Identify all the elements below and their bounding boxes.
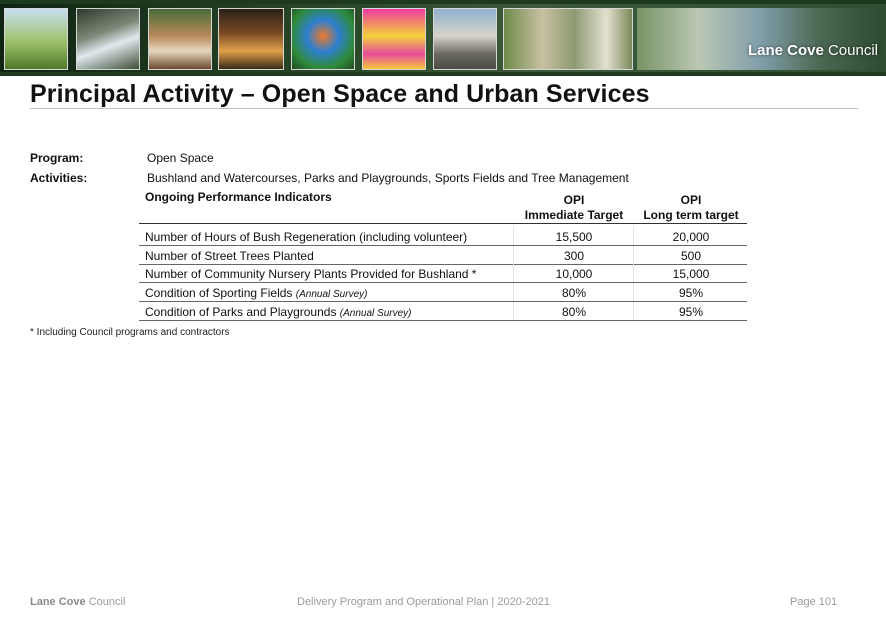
long-term-header-line1: OPI [680, 193, 702, 207]
indicator-text: Number of Community Nursery Plants Provided for Bushland * [145, 267, 477, 281]
table-row [139, 302, 747, 321]
indicator-column-header: Ongoing Performance Indicators [145, 190, 332, 204]
column-separator [513, 283, 514, 301]
long-term-target-cell: 20,000 [672, 230, 710, 244]
banner-photo-harbour [637, 8, 882, 70]
column-separator [633, 227, 634, 245]
indicator-text: Condition of Parks and Playgrounds [145, 305, 337, 319]
banner-photo-plaza [503, 8, 633, 70]
long-term-target-cell: 95% [678, 305, 704, 319]
banner-photo-waterfall [76, 8, 140, 70]
long-term-target-cell: 500 [680, 249, 702, 263]
brand-light: Council [827, 42, 878, 59]
indicator-cell [145, 230, 467, 244]
immediate-target-cell: 80% [561, 286, 587, 300]
column-separator [633, 283, 634, 301]
immediate-header-line2: Immediate Target [524, 208, 624, 222]
column-separator [633, 246, 634, 264]
indicator-cell [145, 305, 412, 319]
indicator-cell [145, 267, 476, 281]
column-separator [633, 302, 634, 320]
page-title: Principal Activity – Open Space and Urban Services [30, 80, 650, 108]
banner-photo-parrot [291, 8, 355, 70]
program-value: Open Space [147, 151, 214, 165]
indicator-note: (Annual Survey) [295, 289, 368, 300]
footnote: * Including Council programs and contractors [30, 327, 230, 338]
immediate-target-cell: 10,000 [555, 267, 593, 281]
brand-logo-text [748, 42, 878, 59]
activities-label: Activities: [30, 171, 88, 185]
indicator-cell [145, 249, 314, 263]
column-separator [513, 302, 514, 320]
table-row [139, 283, 747, 302]
footer-brand-light: Council [88, 596, 126, 608]
banner-photo-park [4, 8, 68, 70]
column-separator [513, 264, 514, 282]
indicator-cell [145, 286, 367, 300]
brand-bold: Lane Cove [747, 42, 824, 59]
footer-brand-bold: Lane Cove [30, 596, 86, 608]
column-separator [513, 246, 514, 264]
indicator-text: Number of Hours of Bush Regeneration (including volunteer) [145, 230, 468, 244]
activities-value: Bushland and Watercourses, Parks and Playgrounds, Sports Fields and Tree Management [147, 171, 629, 185]
footer-document-title: Delivery Program and Operational Plan | 2020-2021 [297, 596, 550, 608]
program-label: Program: [30, 151, 84, 165]
column-separator [513, 227, 514, 245]
title-divider [30, 108, 858, 109]
long-term-header-line2: Long term target [643, 208, 739, 222]
long-term-target-header [636, 193, 746, 223]
banner-photo-community [148, 8, 212, 70]
column-separator [633, 264, 634, 282]
immediate-target-header [517, 193, 631, 223]
indicator-text: Condition of Sporting Fields [145, 286, 293, 300]
table-header-divider [139, 223, 747, 224]
banner-photo-night-street [218, 8, 284, 70]
immediate-header-line1: OPI [563, 193, 585, 207]
footer-brand [30, 596, 125, 608]
long-term-target-cell: 15,000 [672, 267, 710, 281]
header-banner [0, 0, 886, 76]
indicator-text: Number of Street Trees Planted [145, 249, 314, 263]
banner-photo-dancer [362, 8, 426, 70]
table-row [139, 227, 747, 246]
immediate-target-cell: 80% [561, 305, 587, 319]
page-number: Page 101 [790, 596, 838, 608]
long-term-target-cell: 95% [678, 286, 704, 300]
indicator-note: (Annual Survey) [339, 308, 412, 319]
table-row [139, 264, 747, 283]
banner-photo-building [433, 8, 497, 70]
table-row [139, 246, 747, 265]
immediate-target-cell: 15,500 [555, 230, 593, 244]
immediate-target-cell: 300 [563, 249, 585, 263]
